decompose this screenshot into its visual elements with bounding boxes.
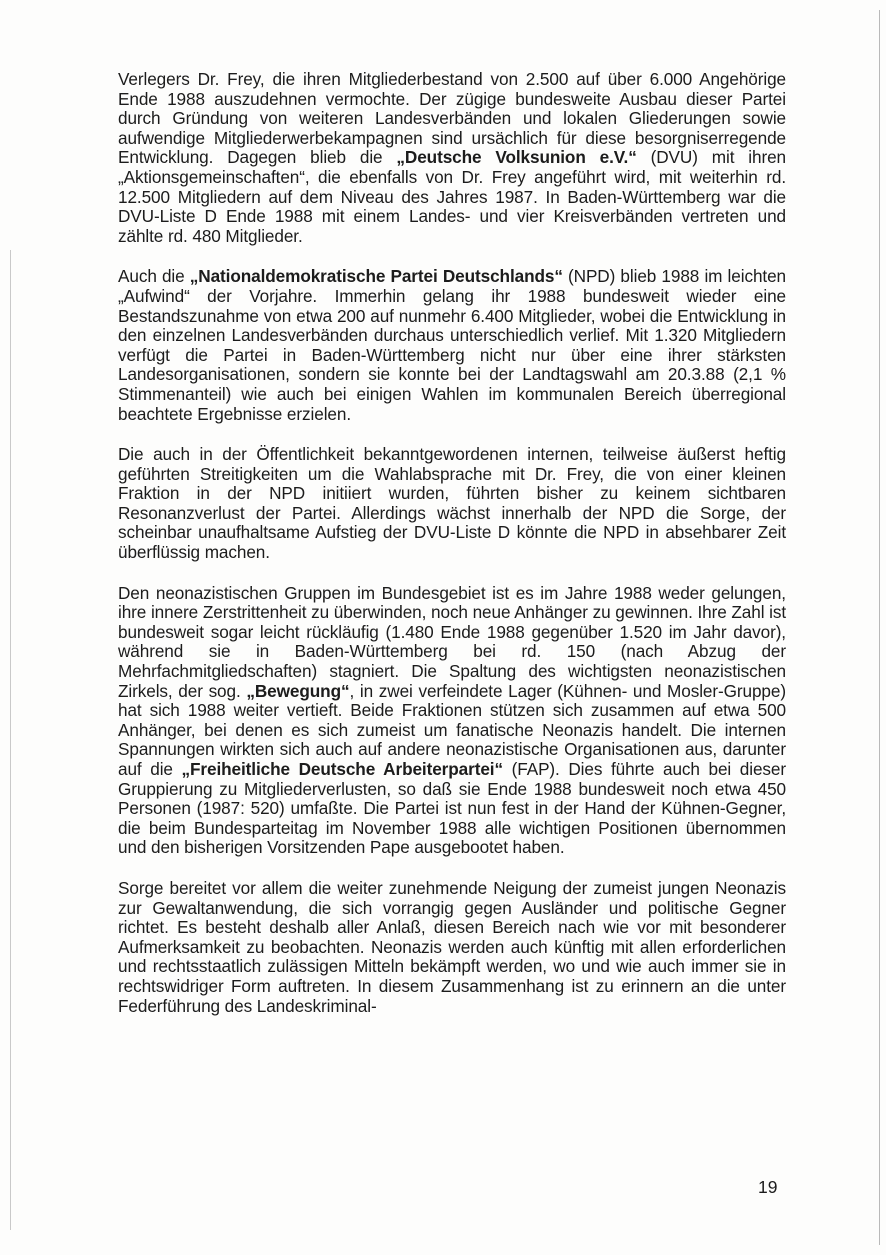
text-run: (NPD) blieb 1988 im leichten „Aufwind“ der Vorjahre. Immerhin gelang ihr 1988 bundesweit wieder eine Bestandszunahme von etwa 200 auf nunmehr 6.400 Mitglieder, wobei die Entwicklung in den einzelnen Landesverbänden durchaus unterschiedlich verlief. Mit 1.320 Mitgliedern verfügt die Partei in Baden-Württemberg nicht nur über eine ihrer stärksten Landesorganisationen, sondern sie konnte bei der Landtagswahl am 20.3.88 (2,1 % Stimmenanteil) wie auch bei einigen Wahlen im kommunalen Bereich überregional beachtete Ergebnisse erzielen. <box>118 266 787 424</box>
text-run: Den neonazistischen Gruppen im Bundesgebiet ist es im Jahre 1988 weder gelungen, ihre innere Zerstrittenheit zu überwinden, noch neue Anhänger zu gewinnen. Ihre Zahl ist bundesweit sogar leicht rückläufig (1.480 Ende 1988 gegenüber 1.520 im Jahr davor), während sie in Baden-Württemberg bei rd. 150 (nach Abzug der Mehrfachmitgliedschaften) stagniert. Die Spaltung des wichtigsten neonazistischen Zirkels, der sog. <box>118 582 786 701</box>
page-number: 19 <box>758 1177 778 1197</box>
text-run: (FAP). Dies führte auch bei dieser Gruppierung zu Mitgliederverlusten, so daß sie Ende 1988 bundesweit noch etwa 450 Personen (1987: 520) umfaßte. Die Partei ist nun fest in der Hand der Kühnen-Gegner, die beim Bundesparteitag im November 1988 alle wichtigen Positionen übernommen und den bisherigen Vorsitzenden Pape ausgebootet haben. <box>118 759 786 858</box>
text-run: (DVU) mit ihren „Aktionsgemeinschaften“, die ebenfalls von Dr. Frey angeführt wird, mit weiterhin rd. 12.500 Mitgliedern auf dem Niveau des Jahres 1987. In Baden-Württemberg war die DVU-Liste D Ende 1988 mit einem Landes- und vier Kreisverbänden vertreten und zählte rd. 480 Mitglieder. <box>118 147 786 246</box>
paragraph <box>118 267 786 424</box>
emphasized-term: „Freiheitliche Deutsche Arbeiterpartei“ <box>181 759 503 779</box>
paragraph <box>118 879 786 1016</box>
text-run: Die auch in der Öffentlichkeit bekanntgewordenen internen, teilweise äußerst heftig geführten Streitigkeiten um die Wahlabsprache mit Dr. Frey, die von einer kleinen Fraktion in der NPD initiiert wurden, führten bisher zu keinem sichtbaren Resonanzverlust der Partei. Allerdings wächst innerhalb der NPD die Sorge, der scheinbar unaufhaltsame Aufstieg der DVU-Liste D könnte die NPD in absehbarer Zeit überflüssig machen. <box>118 444 786 563</box>
paragraph <box>118 584 786 858</box>
text-run: Sorge bereitet vor allem die weiter zunehmende Neigung der zumeist jungen Neonazis zur Gewaltanwendung, die sich vorrangig gegen Ausländer und politische Gegner richtet. Es besteht deshalb aller Anlaß, diesen Bereich nach wie vor mit besonderer Aufmerksamkeit zu beobachten. Neonazis werden auch künftig mit allen erforderlichen und rechtsstaatlich zulässigen Mitteln bekämpft werden, wo und wie auch immer sie in rechtswidriger Form auftreten. In diesem Zusammenhang ist zu erinnern an die unter Federführung des Landeskriminal- <box>118 877 786 1016</box>
scan-edge-line <box>879 10 880 1245</box>
paragraph <box>118 70 786 246</box>
paragraph <box>118 445 786 563</box>
text-run: Auch die <box>118 266 190 287</box>
emphasized-term: „Nationaldemokratische Partei Deutschlands“ <box>189 266 563 287</box>
emphasized-term: „Deutsche Volksunion e.V.“ <box>396 147 637 168</box>
scan-edge-line <box>10 250 11 1230</box>
text-run: Verlegers Dr. Frey, die ihren Mitgliederbestand von 2.500 auf über 6.000 Angehörige Ende 1988 auszudehnen vermochte. Der zügige bundesweite Ausbau dieser Partei durch Gründung von weiteren Landesverbänden und lokalen Gliederungen sowie aufwendige Mitgliederwerbekampagnen sind ursächlich für diese besorgniserregende Entwicklung. Dagegen blieb die <box>118 69 786 168</box>
body-text <box>118 70 786 1037</box>
emphasized-term: „Bewegung“ <box>246 680 350 701</box>
text-run: , in zwei verfeindete Lager (Kühnen- und Mosler-Gruppe) hat sich 1988 weiter vertieft. Beide Fraktionen stützen sich zusammen auf etwa 500 Anhänger, bei denen es sich zumeist um fanatische Neonazis handelt. Die internen Spannungen wirkten sich auch auf andere neonazistische Organisationen aus, darunter auf die <box>118 680 786 779</box>
